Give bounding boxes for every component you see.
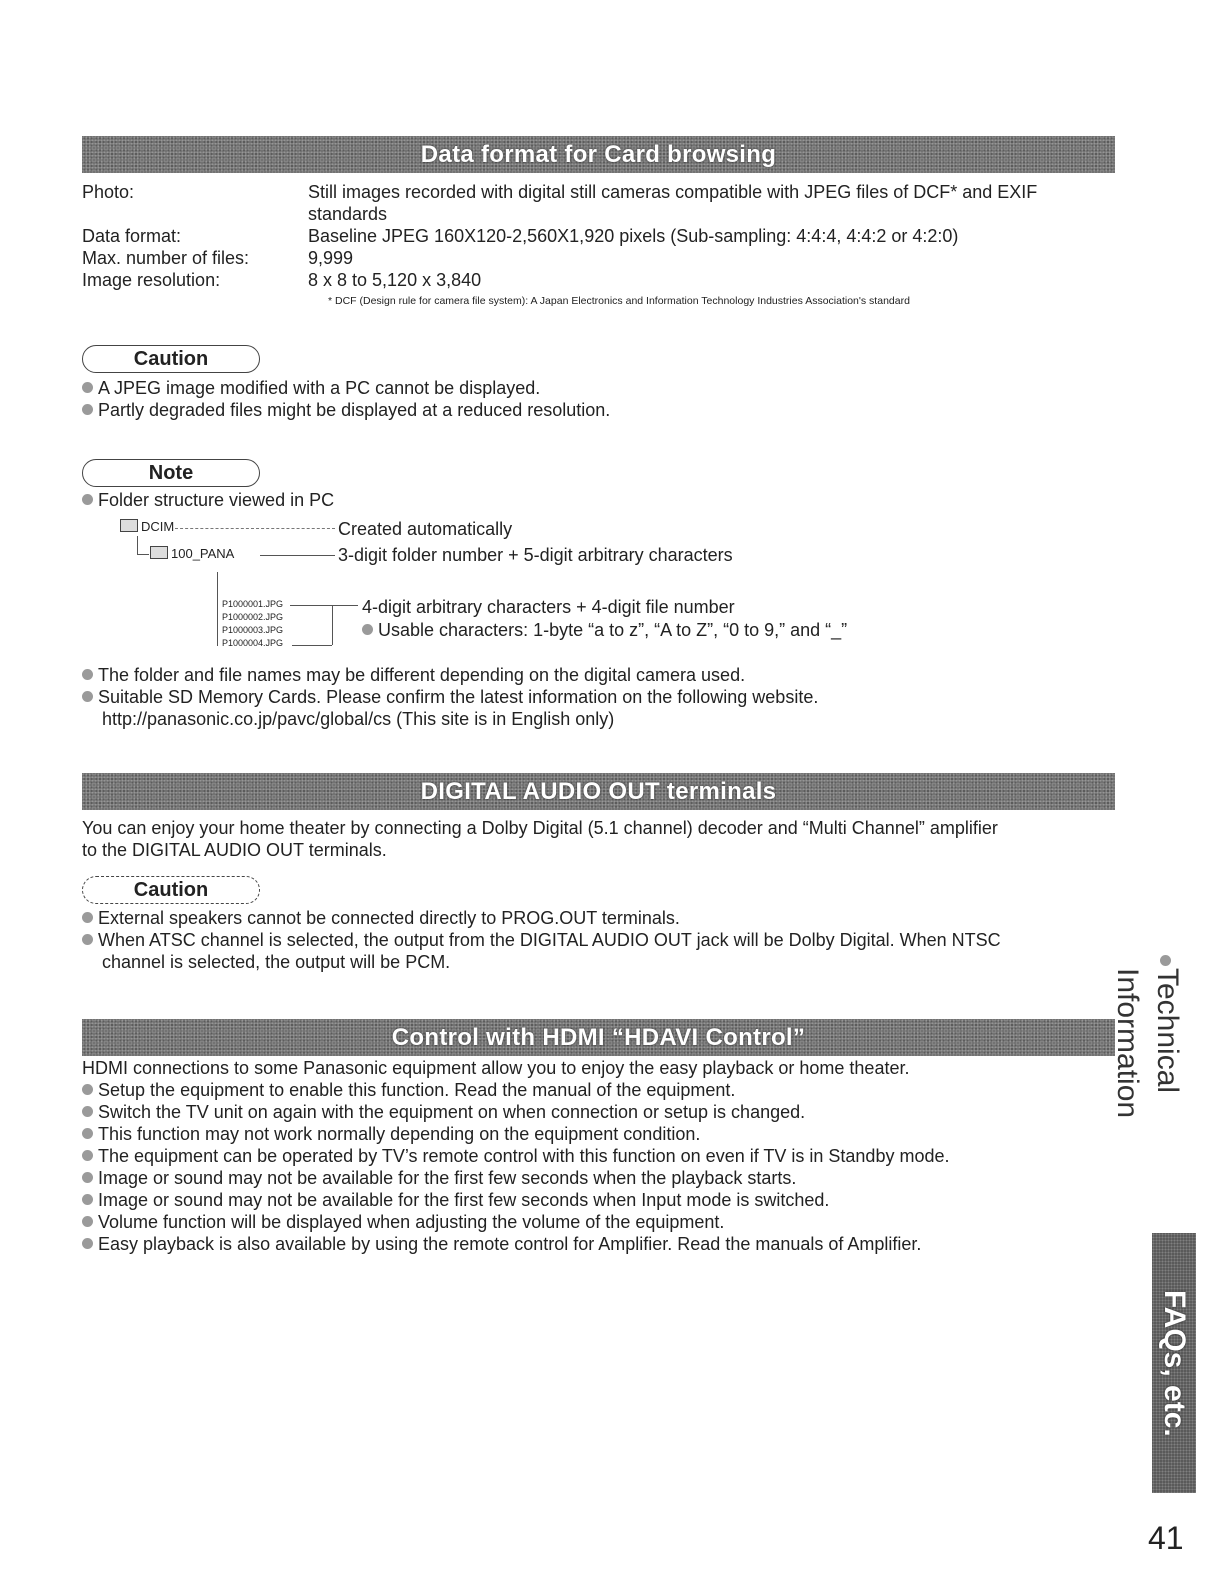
side-section-title: Technical Information (1111, 968, 1184, 1119)
caution-label: Caution (82, 345, 260, 373)
side-tab-faqs[interactable]: FAQs, etc. (1152, 1233, 1196, 1493)
note-item-folder: Folder structure viewed in PC (82, 489, 334, 511)
digital-audio-intro: You can enjoy your home theater by connecting a Dolby Digital (5.1 channel) decoder and “Multi Channel” amplifier (82, 818, 998, 838)
tree-leader (290, 605, 358, 606)
label-image-resolution: Image resolution: (82, 270, 221, 290)
hdmi-item: The equipment can be operated by TV’s remote control with this function on even if TV is in Standby mode. (82, 1145, 949, 1167)
caution-item: External speakers cannot be connected directly to PROG.OUT terminals. (82, 907, 680, 929)
hdmi-item: Image or sound may not be available for the first few seconds when Input mode is switched. (82, 1189, 829, 1211)
tree-folder-desc: 3-digit folder number + 5-digit arbitrary characters (338, 545, 733, 565)
side-bullet-icon (1160, 950, 1172, 964)
page-number: 41 (1148, 1520, 1184, 1556)
value-photo: Still images recorded with digital still cameras compatible with JPEG files of DCF* and EXIF (308, 182, 1038, 202)
hdmi-item: Image or sound may not be available for the first few seconds when the playback starts. (82, 1167, 796, 1189)
tree-folder: 100_PANA (150, 545, 234, 563)
value-photo-cont: standards (308, 204, 388, 224)
caution-item: Partly degraded files might be displayed at a reduced resolution. (82, 399, 610, 421)
tree-file: P1000002.JPG (222, 612, 284, 622)
website-link[interactable]: http://panasonic.co.jp/pavc/global/cs (This site is in English only) (102, 709, 615, 729)
hdmi-item: Setup the equipment to enable this function. Read the manual of the equipment. (82, 1079, 735, 1101)
tree-leader (260, 555, 335, 556)
label-data-format: Data format: (82, 226, 182, 246)
folder-icon (150, 546, 168, 559)
tree-root: DCIM (120, 518, 174, 536)
section-banner-card-format: Data format for Card browsing (82, 136, 1115, 173)
note-item: Suitable SD Memory Cards. Please confirm the latest information on the following website. (82, 686, 818, 708)
note-label: Note (82, 459, 260, 487)
note-item: The folder and file names may be different depending on the digital camera used. (82, 664, 745, 686)
tree-line (217, 572, 218, 646)
hdmi-intro: HDMI connections to some Panasonic equipment allow you to enjoy the easy playback or home theater. (82, 1058, 910, 1078)
folder-icon (120, 519, 138, 532)
hdmi-item: Volume function will be displayed when adjusting the volume of the equipment. (82, 1211, 724, 1233)
tree-root-desc: Created automatically (338, 519, 513, 539)
value-data-format: Baseline JPEG 160X120-2,560X1,920 pixels (Sub-sampling: 4:4:4, 4:4:2 or 4:2:0) (308, 226, 959, 246)
tree-leader (175, 528, 335, 529)
tree-file-chars: Usable characters: 1-byte “a to z”, “A to Z”, “0 to 9,” and “_” (362, 619, 847, 641)
tree-file: P1000001.JPG (222, 599, 284, 609)
tree-bracket (332, 605, 333, 645)
footnote-dcf: * DCF (Design rule for camera file system): A Japan Electronics and Information Technology Industries Association's standard (328, 295, 910, 307)
label-max-files: Max. number of files: (82, 248, 250, 268)
tree-line (137, 536, 138, 554)
hdmi-item: Switch the TV unit on again with the equipment on when connection or setup is changed. (82, 1101, 805, 1123)
digital-audio-intro-cont: to the DIGITAL AUDIO OUT terminals. (82, 840, 387, 860)
hdmi-item: This function may not work normally depending on the equipment condition. (82, 1123, 700, 1145)
caution-item: When ATSC channel is selected, the output from the DIGITAL AUDIO OUT jack will be Dolby Digital. When NTSC (82, 929, 1001, 951)
value-max-files: 9,999 (308, 248, 354, 268)
caution-item-cont: channel is selected, the output will be PCM. (102, 952, 451, 972)
caution-item: A JPEG image modified with a PC cannot be displayed. (82, 377, 540, 399)
tree-file: P1000003.JPG (222, 625, 284, 635)
caution-label: Caution (82, 876, 260, 904)
tree-file-desc: 4-digit arbitrary characters + 4-digit file number (362, 597, 735, 617)
tree-bracket (292, 645, 332, 646)
section-banner-digital-audio: DIGITAL AUDIO OUT terminals (82, 773, 1115, 810)
tree-file: P1000004.JPG (222, 638, 284, 648)
section-banner-hdmi-control: Control with HDMI “HDAVI Control” (82, 1019, 1115, 1056)
hdmi-item: Easy playback is also available by using the remote control for Amplifier. Read the manuals of Amplifier. (82, 1233, 921, 1255)
label-photo: Photo: (82, 182, 135, 202)
value-image-resolution: 8 x 8 to 5,120 x 3,840 (308, 270, 482, 290)
tree-line (137, 554, 149, 555)
